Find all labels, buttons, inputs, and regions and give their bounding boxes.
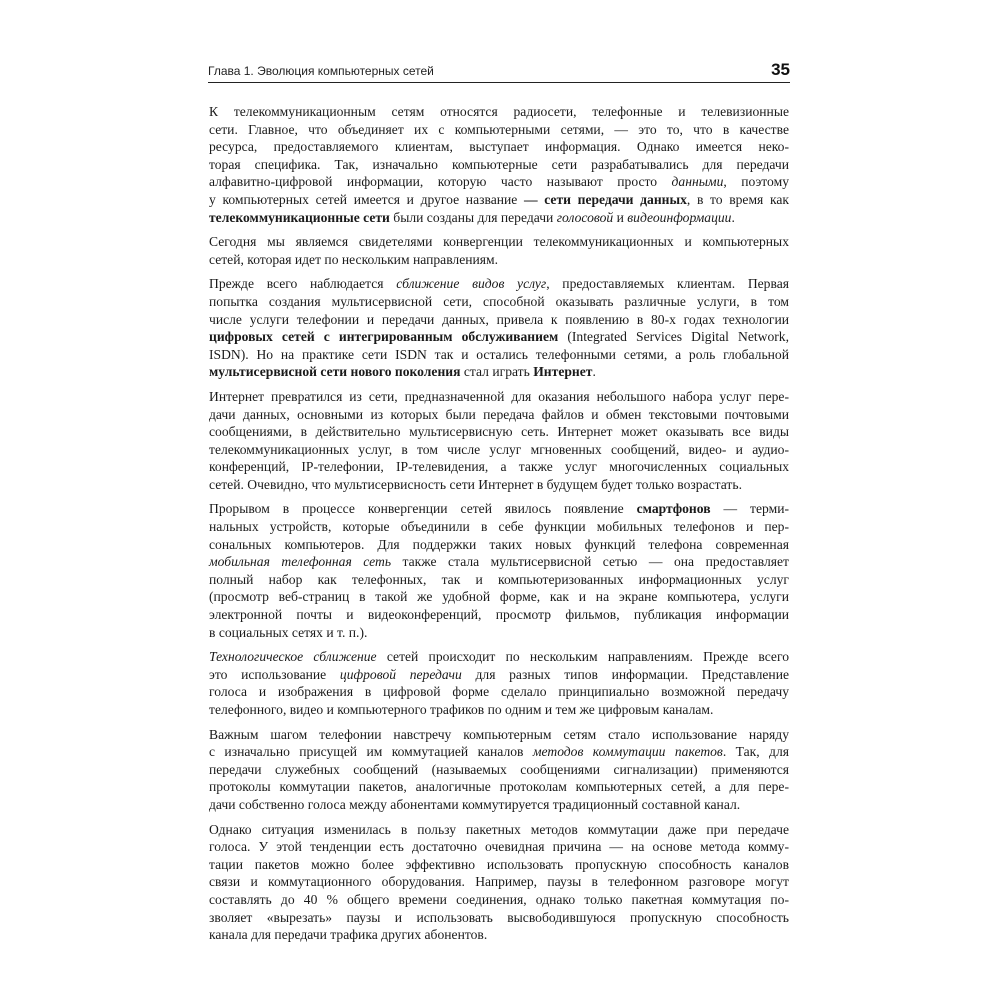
text-line	[209, 311, 789, 329]
text-run: , в то время как	[686, 191, 789, 207]
text-run: телефонного, видео и компьютерного трафиков по одним и тем же цифровым каналам.	[209, 702, 714, 717]
text-run: стал играть	[460, 364, 534, 380]
text-run: . Так, для	[722, 744, 789, 760]
text-line	[209, 191, 789, 209]
text-run: , поэтому	[723, 174, 789, 190]
text-line	[209, 701, 789, 719]
text-line	[209, 441, 789, 459]
text-run: протоколы коммутации пакетов, аналогичные протоколам компьютерных сетей, а для пере-	[209, 779, 789, 795]
text-run: у компьютерных сетей имеется и другое название	[209, 191, 524, 207]
text-run: (просмотр веб-страниц в такой же удобной форме, как и на экране компьютера, услуги	[209, 589, 789, 605]
text-line	[209, 821, 789, 839]
text-line	[209, 873, 789, 891]
text-run: (Integrated Services Digital Network,	[558, 329, 789, 345]
text-run: и	[613, 209, 628, 225]
text-line	[209, 275, 789, 293]
italic-term: мобильная телефонная сеть	[209, 554, 392, 570]
text-line	[209, 926, 789, 944]
text-run: в социальных сетях и т. п.).	[209, 624, 368, 640]
text-run: тации пакетов можно более эффективно использовать пропускную способность каналов	[209, 856, 789, 872]
paragraph	[209, 821, 789, 944]
text-line	[209, 796, 789, 814]
text-line	[209, 588, 789, 606]
text-line	[209, 346, 789, 364]
text-line	[209, 103, 789, 121]
text-run: сетей. Очевидно, что мультисервисность сети Интернет в будущем будет только возрастать.	[209, 476, 742, 492]
text-line	[209, 743, 789, 761]
body-text	[209, 103, 789, 951]
text-run: также стала мультисервисной сетью — она предоставляет	[391, 554, 789, 570]
text-line	[209, 856, 789, 874]
text-line	[209, 233, 789, 251]
text-run: — терми-	[710, 501, 789, 517]
paragraph	[209, 500, 789, 641]
text-line	[209, 778, 789, 796]
text-line	[209, 518, 789, 536]
text-run: Сегодня мы являемся свидетелями конвергенции телекоммуникационных и компьютерных	[209, 234, 789, 250]
text-run: .	[731, 209, 735, 225]
paragraph	[209, 103, 789, 226]
text-line	[209, 406, 789, 424]
italic-term: голосовой	[556, 209, 614, 225]
text-run: Однако ситуация изменилась в пользу пакетных методов коммутации даже при передаче	[209, 821, 789, 837]
text-run: были созданы для передачи	[389, 209, 557, 225]
text-line	[209, 476, 789, 494]
text-run: с изначально присущей им коммутацией каналов	[209, 744, 533, 760]
text-line	[209, 500, 789, 518]
bold-term: мультисервисной сети нового поколения	[209, 364, 461, 380]
paragraph	[209, 275, 789, 381]
text-line	[209, 909, 789, 927]
text-run: сети. Главное, что объединяет их с компьютерными сетями, — это то, что в качестве	[209, 121, 789, 137]
text-run: К телекоммуникационным сетям относятся радиосети, телефонные и телевизионные	[209, 104, 789, 119]
text-run: Интернет превратился из сети, предназначенной для оказания небольшого набора услуг пере-	[209, 388, 789, 404]
text-run: связи и коммутационного оборудования. Например, паузы в телефонном разговоре могут	[209, 874, 789, 890]
text-run: сетей, которая идет по нескольким направлениям.	[209, 251, 499, 267]
text-line	[209, 606, 789, 624]
paragraph	[209, 648, 789, 718]
text-line	[209, 553, 789, 571]
text-line	[209, 251, 789, 269]
text-run: Прежде всего наблюдается	[209, 276, 397, 292]
text-line	[209, 209, 789, 227]
bold-term: телекоммуникационные сети	[209, 209, 390, 225]
italic-term: методов коммутации пакетов	[532, 744, 723, 760]
text-line	[209, 838, 789, 856]
text-run: ресурса, предоставляемого клиентам, выступает информация. Однако имеется неко-	[209, 139, 789, 155]
bold-term: цифровых сетей с интегрированным обслуживанием	[209, 329, 559, 345]
text-line	[209, 121, 789, 139]
paragraph	[209, 726, 789, 814]
text-line	[209, 726, 789, 744]
italic-term: данными	[671, 174, 724, 190]
text-run: Важным шагом телефонии навстречу компьютерным сетям стало использование наряду	[209, 726, 789, 742]
page-number: 35	[771, 60, 790, 79]
text-line	[209, 363, 789, 381]
running-header	[208, 56, 790, 83]
bold-term: — сети передачи данных	[523, 191, 687, 207]
text-run: попытка создания мультисервисной сети, способной оказывать различные услуги, в том	[209, 293, 789, 309]
text-line	[209, 138, 789, 156]
text-line	[209, 571, 789, 589]
bold-term: Интернет	[533, 364, 593, 380]
text-run: передачи служебных сообщений (называемых сообщениями сигнализации) применяются	[209, 761, 789, 777]
italic-term: видеоинформации	[627, 209, 732, 225]
text-line	[209, 536, 789, 554]
text-line	[209, 156, 789, 174]
text-line	[209, 648, 789, 666]
text-run: голоса и изображения в цифровой форме сделало принципиально возможной передачу	[209, 684, 789, 700]
chapter-title: Глава 1. Эволюция компьютерных сетей	[208, 64, 434, 78]
text-run: , предоставляемых клиентам. Первая	[546, 276, 789, 292]
text-line	[209, 423, 789, 441]
text-run: голоса. У этой тенденции есть достаточно очевидная причина — на основе метода комму-	[209, 839, 789, 855]
text-run: нальных устройств, которые объединили в себе функции мобильных телефонов и пер-	[209, 519, 789, 535]
italic-term: сближение видов услуг	[396, 276, 547, 292]
paragraph	[209, 388, 789, 494]
text-line	[209, 293, 789, 311]
text-line	[209, 761, 789, 779]
text-run: .	[592, 364, 596, 380]
text-run: полный набор как телефонных, так и компьютеризованных информационных услуг	[209, 571, 789, 587]
text-run: электронной почты и видеоконференций, просмотр фильмов, публикация информации	[209, 607, 789, 623]
text-line	[209, 624, 789, 642]
italic-term: цифровой передачи	[339, 666, 462, 682]
text-run: конференций, IP-телефонии, IP-телевидения, а также услуг многочисленных социальных	[209, 459, 789, 475]
text-run: ISDN). Но на практике сети ISDN так и остались телефонными сетями, а роль глобальной	[209, 346, 789, 362]
text-run: дачи собственно голоса между абонентами коммутируется традиционный составной канал.	[209, 796, 741, 812]
text-run: зволяет «вырезать» паузы и использовать высвободившуюся пропускную способность	[209, 909, 789, 925]
text-run: телекоммуникационных услуг, в том числе услуг мгновенных сообщений, видео- и аудио-	[209, 441, 789, 457]
text-run: это использование	[209, 666, 340, 682]
bold-term: смартфонов	[636, 501, 711, 517]
text-run: сетей происходит по нескольким направлениям. Прежде всего	[376, 649, 789, 665]
text-line	[209, 458, 789, 476]
text-line	[209, 173, 789, 191]
text-line	[209, 328, 789, 346]
text-run: Прорывом в процессе конвергенции сетей явилось появление	[209, 501, 637, 517]
text-run: числе услуги телефонии и передачи данных, привела к появлению в 80-х годах технологии	[209, 311, 789, 327]
text-run: сональных компьютеров. Для поддержки таких новых функций телефона современная	[209, 536, 789, 552]
text-run: сообщениями, в действительно мультисервисную сеть. Интернет может оказывать все виды	[209, 424, 789, 440]
text-run: канала для передачи трафика других абонентов.	[209, 927, 488, 943]
paragraph	[209, 233, 789, 268]
text-run: для разных типов информации. Представление	[461, 666, 789, 682]
text-line	[209, 891, 789, 909]
text-line	[209, 683, 789, 701]
text-run: дачи данных, основными из которых были передача файлов и обмен текстовыми почтовыми	[209, 406, 789, 422]
text-line	[209, 388, 789, 406]
text-run: составлять до 40 % общего времени соединения, однако только пакетная коммутация по-	[209, 891, 789, 907]
text-run: торая специфика. Так, изначально компьютерные сети разрабатывались для передачи	[209, 156, 789, 172]
text-run: алфавитно-цифровой информации, которую часто называют просто	[209, 174, 672, 190]
italic-term: Технологическое сближение	[209, 649, 377, 665]
text-line	[209, 666, 789, 684]
